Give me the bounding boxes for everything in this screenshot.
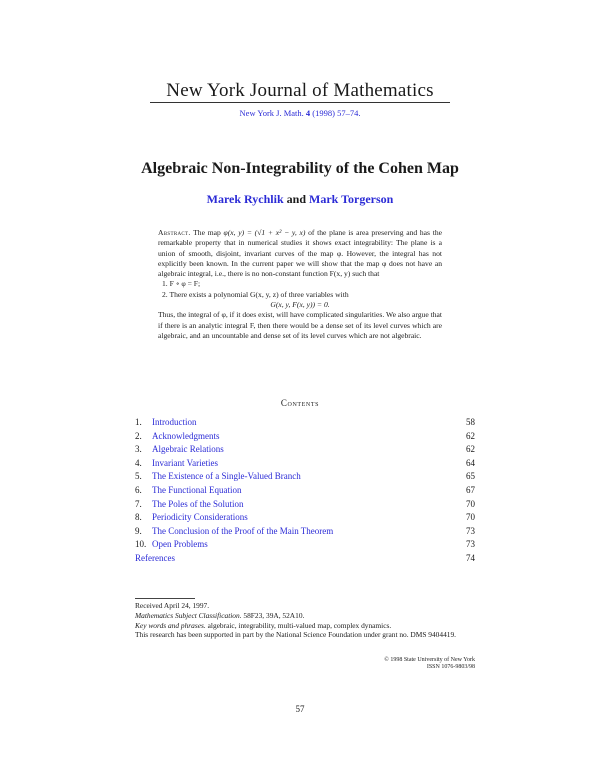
toc-page: 62 [466,444,475,455]
copyright-line-1: © 1998 State University of New York [384,657,475,663]
footnote-msc-label: Mathematics Subject Classification. [135,610,242,620]
toc-row[interactable] [135,470,475,484]
toc-page: 65 [466,471,475,482]
toc-link[interactable]: Open Problems [152,539,208,550]
abstract-paragraph-2: Thus, the integral of φ, if it does exist, will have complicated singularities. We also argue that if there is an analytic integral F, then there would be a dense set of its level curves which are algebraic, and an uncountable and dense set of its level curves which are not algebraic. [158,310,442,340]
copyright-notice [384,657,475,671]
abstract-label: Abstract. [158,228,191,237]
journal-title: New York Journal of Mathematics [166,80,434,101]
copyright-line-2: ISSN 1076-9803/98 [426,664,475,671]
footnote-keywords-value: algebraic, integrability, multi-valued map, complex dynamics. [207,620,392,630]
toc-number: 7. [135,498,142,509]
journal-ref-prefix[interactable]: New York J. Math. [239,108,304,118]
toc-page: 70 [466,512,475,523]
toc-page: 73 [466,525,475,536]
author-link-torgerson[interactable]: Mark Torgerson [309,192,394,206]
toc-link[interactable]: Introduction [152,417,197,427]
footnotes [135,601,480,640]
footnote-msc [135,611,480,621]
abstract-item-1: 1. F ∘ φ = F; [162,279,201,289]
toc-page: 64 [466,457,475,468]
toc-link[interactable]: The Existence of a Single-Valued Branch [152,471,301,482]
toc-link[interactable]: Invariant Varieties [152,457,219,468]
toc-page: 70 [466,498,475,509]
toc-link-references[interactable]: References [135,552,175,563]
toc-number: 8. [135,512,142,523]
toc-number: 2. [135,430,142,441]
toc-row[interactable] [135,416,475,430]
footnote-rule [135,598,195,599]
footnote-keywords-label: Key words and phrases. [135,620,206,630]
toc-row[interactable] [135,430,475,444]
toc-row-references[interactable] [135,552,475,566]
toc-number: 4. [135,457,142,468]
toc-page: 74 [466,552,475,563]
journal-ref-volume[interactable]: 4 [305,108,311,118]
footnote-received: Received April 24, 1997. [135,601,210,610]
journal-title-rule [150,102,450,103]
footnote-keywords [135,621,480,631]
page-number: 57 [295,704,305,714]
toc-number: 1. [135,417,142,427]
author-link-rychlik[interactable]: Marek Rychlik [206,192,284,206]
abstract-paragraph-1 [158,228,442,279]
table-of-contents [135,416,475,566]
contents-heading: Contents [280,398,320,408]
toc-link[interactable]: The Conclusion of the Proof of the Main Theorem [152,525,334,536]
author-separator: and [286,192,307,206]
toc-row[interactable] [135,498,475,512]
abstract-text-b: of the plane is area preserving and has the remarkable property that in numerical studies it shows exact integrability: The plane is a union of smooth, disjoint, invariant curves of the map φ. However, the integral has not explicitly been known. In the current paper we will show that the map φ does not have an algebraic integral, i.e., there is no non-constant function F(x, y) such that [158,228,442,279]
toc-row[interactable] [135,443,475,457]
toc-row[interactable] [135,538,475,552]
authors [0,192,600,207]
toc-row[interactable] [135,484,475,498]
abstract-map-formula: φ(x, y) = (√1 + x² − y, x) [223,228,306,237]
toc-number: 6. [135,484,142,495]
toc-page: 67 [466,484,475,495]
toc-number: 3. [135,444,142,455]
toc-page: 73 [466,539,475,550]
paper-title: Algebraic Non-Integrability of the Cohen Map [141,160,459,177]
journal-ref-suffix[interactable]: (1998) 57–74. [312,108,361,118]
toc-link[interactable]: The Functional Equation [152,484,242,495]
toc-link[interactable]: The Poles of the Solution [152,498,244,509]
toc-number: 9. [135,525,142,536]
toc-link[interactable]: Algebraic Relations [152,444,224,455]
toc-row[interactable] [135,511,475,525]
footnote-support: This research has been supported in part by the National Science Foundation under grant no. DMS 9404419. [135,630,457,640]
footnote-msc-value: 58F23, 39A, 52A10. [243,610,305,620]
abstract-display-equation: G(x, y, F(x, y)) = 0. [270,300,330,310]
toc-row[interactable] [135,457,475,471]
toc-link[interactable]: Periodicity Considerations [152,512,248,523]
toc-page: 58 [466,417,475,427]
abstract-item-2: 2. There exists a polynomial G(x, y, z) of three variables with [162,289,349,299]
journal-reference[interactable] [0,108,600,118]
abstract-text-a: The map [193,228,221,237]
toc-page: 62 [466,430,475,441]
toc-number: 5. [135,471,142,482]
toc-link[interactable]: Acknowledgments [152,430,220,441]
toc-number: 10. [135,539,147,550]
toc-row[interactable] [135,525,475,539]
abstract [158,228,442,341]
